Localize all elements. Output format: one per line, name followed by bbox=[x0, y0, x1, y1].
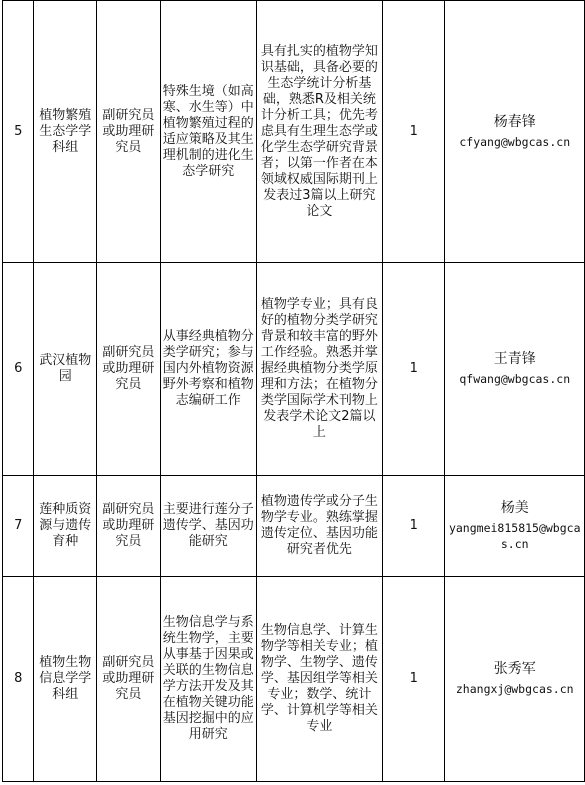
position-cell: 副研究员或助理研究员 bbox=[97, 1, 161, 263]
contact-cell bbox=[445, 577, 585, 782]
department-cell: 武汉植物园 bbox=[34, 263, 97, 476]
row-number: 7 bbox=[3, 476, 34, 577]
contact-email: cfyang@wbgcas.cn bbox=[459, 134, 571, 149]
position-cell: 副研究员或助理研究员 bbox=[97, 263, 161, 476]
contact-email: yangmei815815@wbgcas.cn bbox=[448, 521, 581, 551]
contact-name: 杨春锋 bbox=[493, 113, 536, 130]
position-cell: 副研究员或助理研究员 bbox=[97, 476, 161, 577]
headcount-cell: 1 bbox=[382, 1, 445, 263]
headcount-cell: 1 bbox=[382, 476, 445, 577]
contact-cell bbox=[445, 263, 585, 476]
contact-name: 杨美 bbox=[500, 500, 529, 516]
row-number: 6 bbox=[3, 263, 34, 476]
requirements-cell: 植物学专业；具有良好的植物分类学研究背景和较丰富的野外工作经验。熟悉并掌握经典植物分类学原理和方法；在植物分类学国际学术刊物上发表学术论文2篇以上 bbox=[256, 263, 382, 476]
table-row bbox=[3, 476, 585, 577]
contact-email: qfwang@wbgcas.cn bbox=[459, 372, 571, 386]
research-direction-cell: 特殊生境（如高寒、水生等）中植物繁殖过程的适应策略及其生理机制的进化生态学研究 bbox=[160, 1, 256, 263]
contact-email: zhangxj@wbgcas.cn bbox=[455, 682, 574, 696]
table-row bbox=[3, 263, 585, 476]
row-number: 8 bbox=[3, 577, 34, 782]
research-direction-cell: 从事经典植物分类学研究；参与国内外植物资源野外考察和植物志编研工作 bbox=[160, 263, 256, 476]
research-direction-cell: 主要进行莲分子遗传学、基因功能研究 bbox=[160, 476, 256, 577]
position-cell: 副研究员或助理研究员 bbox=[97, 577, 161, 782]
requirements-cell: 植物遗传学或分子生物学专业。熟练掌握遗传定位、基因功能研究者优先 bbox=[256, 476, 382, 577]
research-direction-cell: 生物信息学与系统生物学，主要从事基于因果或关联的生物信息学方法开发及其在植物关键功能基因挖掘中的应用研究 bbox=[160, 577, 256, 782]
department-cell: 植物繁殖生态学学科组 bbox=[34, 1, 97, 263]
contact-name: 张秀军 bbox=[493, 661, 536, 677]
requirements-cell: 具有扎实的植物学知识基础，具备必要的生态学统计分析基础，熟悉R及相关统计分析工具；优先考虑具有生理生态学或化学生态学研究背景者；以第一作者在本领域权威国际期刊上发表过3篇以上研究论文 bbox=[256, 1, 382, 263]
recruitment-table bbox=[2, 0, 585, 782]
headcount-cell: 1 bbox=[382, 577, 445, 782]
table-row bbox=[3, 1, 585, 263]
headcount-cell: 1 bbox=[382, 263, 445, 476]
table-row bbox=[3, 577, 585, 782]
department-cell: 莲种质资源与遗传育种 bbox=[34, 476, 97, 577]
contact-cell bbox=[445, 476, 585, 577]
requirements-cell: 生物信息学、计算生物学等相关专业；植物学、生物学、遗传学、基因组学等相关专业；数学、统计学、计算机学等相关专业 bbox=[256, 577, 382, 782]
department-cell: 植物生物信息学学科组 bbox=[34, 577, 97, 782]
row-number: 5 bbox=[3, 1, 34, 263]
contact-cell bbox=[445, 1, 585, 263]
contact-name: 王青锋 bbox=[493, 351, 536, 367]
